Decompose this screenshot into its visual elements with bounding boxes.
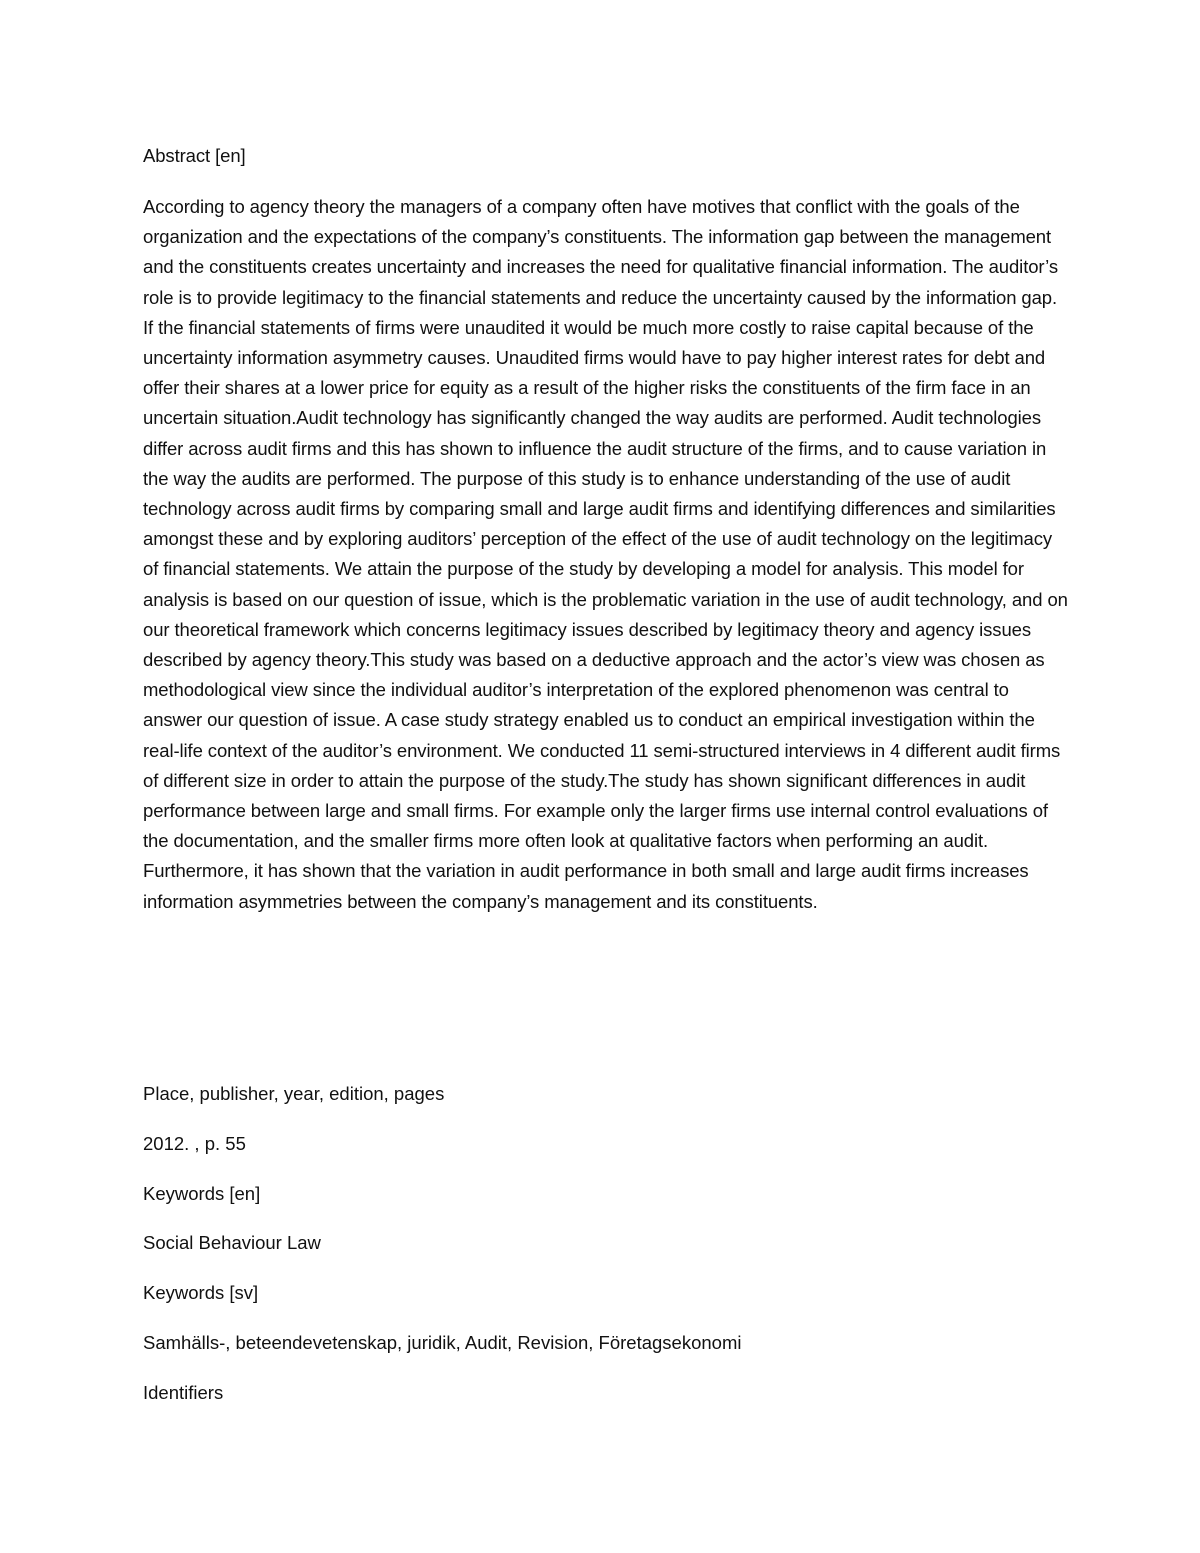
keywords-sv-label: Keywords [sv] [143,1282,259,1303]
keywords-en-value: Social Behaviour Law [143,1232,321,1253]
identifiers-label: Identifiers [143,1382,224,1403]
publication-value: 2012. , p. 55 [143,1133,246,1154]
keywords-sv-value: Samhälls-, beteendevetenskap, juridik, Audit, Revision, Företagsekonomi [143,1332,742,1353]
abstract-paragraph: According to agency theory the managers of a company often have motives that conflict with the goals of the organization and the expectations of the company’s constituents. The information gap between the management and the constituents creates uncertainty and increases the need for qualitative financial information. The auditor’s role is to provide legitimacy to the financial statements and reduce the uncertainty caused by the information gap. If the financial statements of firms were unaudited it would be much more costly to raise capital because of the uncertainty information asymmetry causes. Unaudited firms would have to pay higher interest rates for debt and offer their shares at a lower price for equity as a result of the higher risks the constituents of the firm face in an uncertain situation.Audit technology has significantly changed the way audits are performed. Audit technologies differ across audit firms and this has shown to influence the audit structure of the firms, and to cause variation in the way the audits are performed. The purpose of this study is to enhance understanding of the use of audit technology across audit firms by comparing small and large audit firms and identifying differences and similarities amongst these and by exploring auditors’ perception of the effect of the use of audit technology on the legitimacy of financial statements. We attain the purpose of the study by developing a model for analysis. This model for analysis is based on our question of issue, which is the problematic variation in the use of audit technology, and on our theoretical framework which concerns legitimacy issues described by legitimacy theory and agency issues described by agency theory.This study was based on a deductive approach and the actor’s view was chosen as methodological view since the individual auditor’s interpretation of the explored phenomenon was central to answer our question of issue. A case study strategy enabled us to conduct an empirical investigation within the real-life context of the auditor’s environment. We conducted 11 semi-structured interviews in 4 different audit firms of different size in order to attain the purpose of the study.The study has shown significant differences in audit performance between large and small firms. For example only the larger firms use internal control evaluations of the documentation, and the smaller firms more often look at qualitative factors when performing an audit. Furthermore, it has shown that the variation in audit performance in both small and large audit firms increases information asymmetries between the company’s management and its constituents. [143,196,1068,912]
abstract-body [143,192,1068,917]
keywords-en-label: Keywords [en] [143,1183,261,1204]
publication-label: Place, publisher, year, edition, pages [143,1083,445,1104]
abstract-heading: Abstract [en] [143,145,246,166]
